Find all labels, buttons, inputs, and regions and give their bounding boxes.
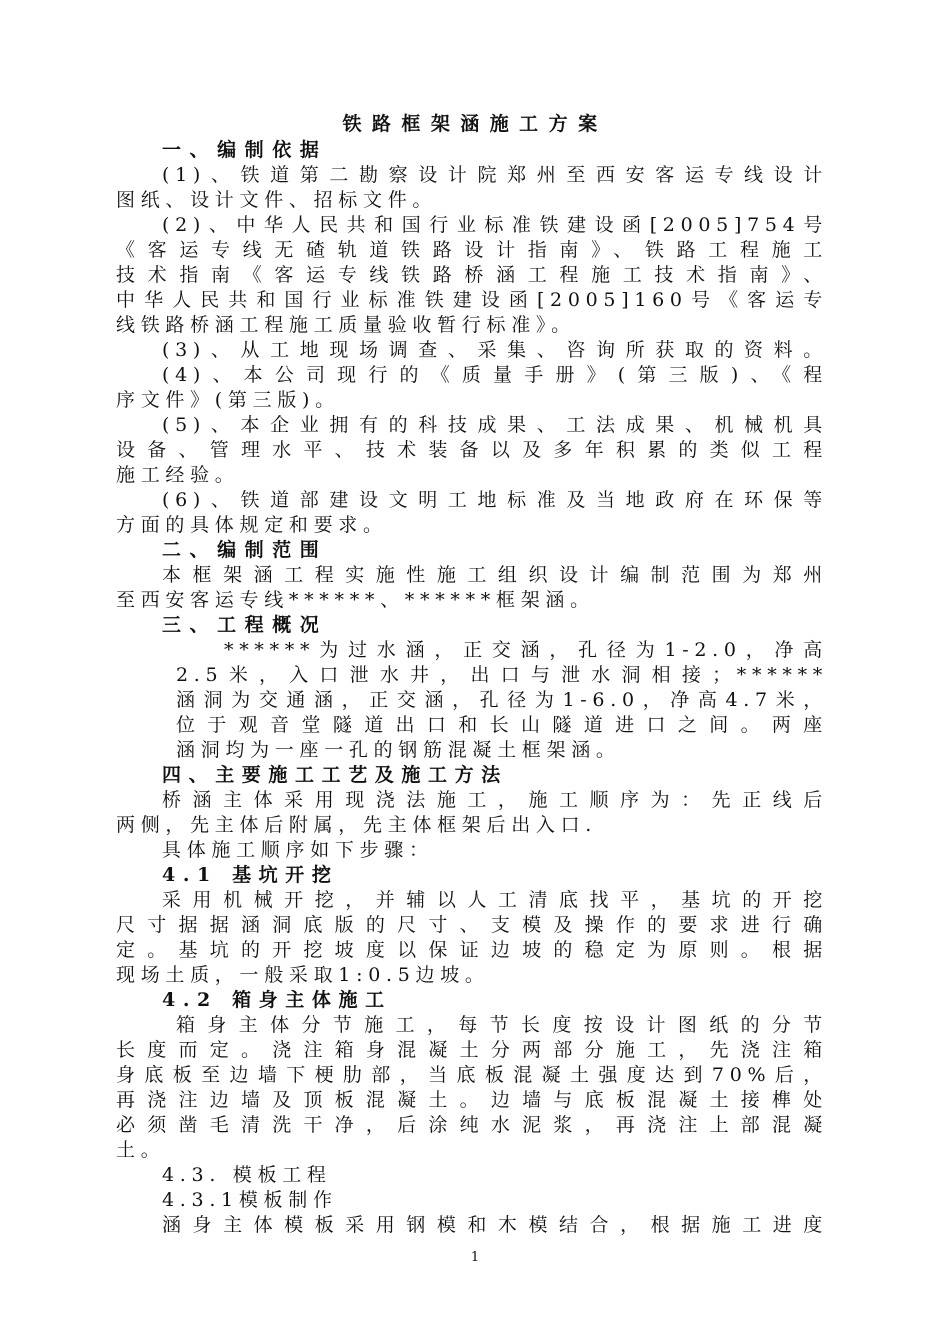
text-line: 序文件》(第三版)。: [116, 389, 340, 411]
subsection-heading: 4.1 基坑开挖: [162, 864, 339, 886]
text-line: (5)、本企业拥有的科技成果、工法成果、机械机具: [162, 414, 828, 436]
text-line: (2)、中华人民共和国行业标准铁建设函[2005]754号: [162, 214, 828, 236]
page-number: 1: [470, 1250, 480, 1265]
text-line: 中华人民共和国行业标准铁建设函[2005]160号《客运专: [116, 289, 828, 311]
document-title: 铁路框架涵施工方案: [342, 113, 608, 135]
text-line: 桥涵主体采用现浇法施工，施工顺序为：先正线后: [162, 789, 828, 811]
text-line: 设备、管理水平、技术装备以及多年积累的类似工程: [116, 439, 828, 461]
text-line: 线铁路桥涵工程施工质量验收暂行标准》。: [116, 314, 576, 336]
text-line: 至西安客运专线******、******框架涵。: [116, 589, 595, 611]
text-line: 涵身主体模板采用钢模和木模结合，根据施工进度: [162, 1214, 828, 1236]
text-line: (4)、本公司现行的《质量手册》(第三版)、《程: [162, 364, 828, 386]
text-line: 2.5米，入口泄水井，出口与泄水洞相接；******: [176, 664, 828, 686]
section-heading: 四、主要施工工艺及施工方法: [162, 764, 508, 786]
text-line: 尺寸据据涵洞底版的尺寸、支模及操作的要求进行确: [116, 914, 828, 936]
subsection-heading: 4.2 箱身主体施工: [162, 989, 392, 1011]
text-line: 土。: [116, 1139, 166, 1161]
subsection-heading: 4.3. 模板工程: [162, 1164, 332, 1186]
text-line: 位于观音堂隧道出口和长山隧道进口之间。两座: [176, 714, 828, 736]
text-line: 两侧，先主体后附属，先主体框架后出入口.: [116, 814, 598, 836]
text-line: 技术指南《客运专线铁路桥涵工程施工技术指南》、: [116, 264, 828, 286]
text-line: 长度而定。浇注箱身混凝土分两部分施工，先浇注箱: [116, 1039, 828, 1061]
text-line: 采用机械开挖，并辅以人工清底找平，基坑的开挖: [162, 889, 828, 911]
text-line: 再浇注边墙及顶板混凝土。边墙与底板混凝土接榫处: [116, 1089, 828, 1111]
text-line: 具体施工顺序如下步骤：: [162, 839, 434, 861]
subsection-heading: 4.3.1模板制作: [162, 1189, 338, 1211]
text-line: 施工经验。: [116, 464, 240, 486]
text-line: (3)、从工地现场调查、采集、咨询所获取的资料。: [162, 339, 828, 361]
text-line: 箱身主体分节施工，每节长度按设计图纸的分节: [176, 1014, 828, 1036]
text-line: ******为过水涵，正交涵，孔径为1-2.0，净高: [224, 639, 828, 661]
text-line: (6)、铁道部建设文明工地标准及当地政府在环保等: [162, 489, 828, 511]
text-line: 必须凿毛清洗干净，后涂纯水泥浆，再浇注上部混凝: [116, 1114, 828, 1136]
text-line: 现场土质，一般采取1:0.5边坡。: [116, 964, 490, 986]
text-line: (1)、铁道第二勘察设计院郑州至西安客运专线设计: [162, 164, 828, 186]
text-line: 图纸、设计文件、招标文件。: [116, 189, 438, 211]
section-heading: 三、工程概况: [162, 614, 328, 636]
text-line: 方面的具体规定和要求。: [116, 514, 388, 536]
text-line: 身底板至边墙下梗肋部，当底板混凝土强度达到70%后，: [116, 1064, 828, 1086]
text-line: 涵洞为交通涵，正交涵，孔径为1-6.0，净高4.7米，: [176, 689, 828, 711]
text-line: 涵洞均为一座一孔的钢筋混凝土框架涵。: [176, 739, 621, 761]
section-heading: 一、编制依据: [162, 139, 328, 161]
section-heading: 二、编制范围: [162, 539, 328, 561]
text-line: 定。基坑的开挖坡度以保证边坡的稳定为原则。根据: [116, 939, 828, 961]
text-line: 《客运专线无碴轨道铁路设计指南》、铁路工程施工: [116, 239, 828, 261]
text-line: 本框架涵工程实施性施工组织设计编制范围为郑州: [162, 564, 828, 586]
